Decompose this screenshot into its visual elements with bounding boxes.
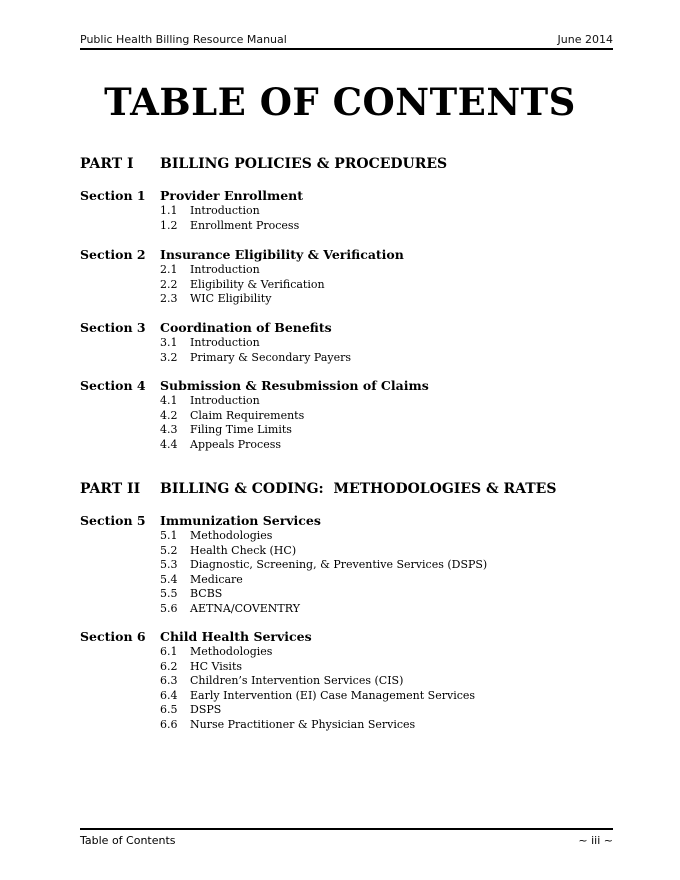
item-text: Primary & Secondary Payers (190, 350, 351, 364)
item-number: 4.1 (160, 394, 178, 407)
item-list (160, 394, 304, 452)
section-label: Section 2 (80, 247, 146, 262)
list-item (160, 351, 351, 366)
part-title: BILLING POLICIES & PROCEDURES (160, 156, 448, 172)
item-list (160, 336, 351, 365)
item-text: Methodologies (190, 529, 273, 542)
item-text: Enrollment Process (190, 218, 300, 232)
part-title: BILLING & CODING: METHODOLOGIES & RATES (160, 481, 557, 497)
section-label: Section 5 (80, 513, 146, 528)
list-item (160, 438, 304, 453)
item-text: Introduction (190, 204, 260, 217)
part-label: PART I (80, 156, 134, 172)
section-label: Section 4 (80, 378, 146, 393)
manual-title: Public Health Billing Resource Manual (80, 33, 287, 46)
item-text: Health Check (HC) (190, 543, 297, 557)
list-item (160, 394, 304, 409)
item-number: 3.1 (160, 336, 178, 349)
footer-label: Table of Contents (80, 834, 176, 847)
list-item (160, 292, 325, 307)
item-number: 6.5 (160, 703, 178, 717)
item-number: 1.1 (160, 204, 178, 217)
item-number: 1.2 (160, 218, 178, 232)
header-date: June 2014 (557, 33, 613, 46)
list-item (160, 529, 487, 544)
section-title: Coordination of Benefits (160, 320, 332, 335)
item-text: BCBS (190, 587, 223, 601)
item-text: WIC Eligibility (190, 292, 272, 306)
item-list (160, 204, 299, 233)
section-title: Insurance Eligibility & Verification (160, 247, 404, 262)
item-number: 2.1 (160, 263, 178, 276)
list-item (160, 689, 475, 704)
part-label: PART II (80, 481, 141, 497)
item-number: 6.2 (160, 659, 178, 673)
header-rule (80, 48, 613, 50)
item-number: 2.2 (160, 277, 178, 291)
list-item (160, 660, 475, 675)
item-text: AETNA/COVENTRY (190, 601, 300, 615)
list-item (160, 558, 487, 573)
list-item (160, 263, 325, 278)
section-title: Child Health Services (160, 629, 312, 644)
item-text: Early Intervention (EI) Case Management Services (190, 688, 476, 702)
item-number: 5.1 (160, 529, 178, 542)
item-text: Introduction (190, 336, 260, 349)
section-label: Section 6 (80, 629, 146, 644)
item-text: Children’s Intervention Services (CIS) (190, 674, 404, 688)
item-number: 4.2 (160, 408, 178, 422)
list-item (160, 674, 475, 689)
item-text: Methodologies (190, 645, 273, 658)
list-item (160, 336, 351, 351)
list-item (160, 204, 299, 219)
item-number: 6.3 (160, 674, 178, 688)
list-item (160, 219, 299, 234)
page-number: ~ iii ~ (578, 834, 613, 847)
list-item (160, 703, 475, 718)
item-text: HC Visits (190, 659, 243, 673)
list-item (160, 587, 487, 602)
section-title: Submission & Resubmission of Claims (160, 378, 429, 393)
list-item (160, 718, 475, 733)
list-item (160, 645, 475, 660)
item-text: Claim Requirements (190, 408, 305, 422)
item-number: 6.6 (160, 717, 178, 731)
list-item (160, 409, 304, 424)
list-item (160, 278, 325, 293)
item-number: 5.2 (160, 543, 178, 557)
list-item (160, 602, 487, 617)
item-list (160, 529, 487, 617)
item-text: Nurse Practitioner & Physician Services (190, 717, 416, 731)
item-text: Introduction (190, 263, 260, 276)
item-text: Eligibility & Verification (190, 277, 325, 291)
section-label: Section 1 (80, 188, 146, 203)
item-number: 2.3 (160, 292, 178, 306)
item-number: 4.3 (160, 423, 178, 437)
item-number: 6.4 (160, 688, 178, 702)
item-text: Medicare (190, 572, 243, 586)
item-list (160, 645, 475, 733)
item-text: Filing Time Limits (190, 423, 292, 437)
section-label: Section 3 (80, 320, 146, 335)
item-text: DSPS (190, 703, 222, 717)
item-number: 4.4 (160, 437, 178, 451)
list-item (160, 423, 304, 438)
section-title: Immunization Services (160, 513, 321, 528)
item-text: Introduction (190, 394, 260, 407)
item-list (160, 263, 325, 307)
list-item (160, 544, 487, 559)
footer-rule (80, 828, 613, 830)
item-number: 5.4 (160, 572, 178, 586)
list-item (160, 573, 487, 588)
item-number: 5.3 (160, 558, 178, 572)
item-number: 3.2 (160, 350, 178, 364)
item-number: 6.1 (160, 645, 178, 658)
section-title: Provider Enrollment (160, 188, 304, 203)
item-number: 5.5 (160, 587, 178, 601)
page-title: TABLE OF CONTENTS (104, 80, 576, 124)
item-number: 5.6 (160, 601, 178, 615)
page-header (80, 33, 613, 49)
item-text: Appeals Process (190, 437, 281, 451)
item-text: Diagnostic, Screening, & Preventive Services (DSPS) (190, 558, 488, 572)
page-footer (80, 834, 613, 850)
